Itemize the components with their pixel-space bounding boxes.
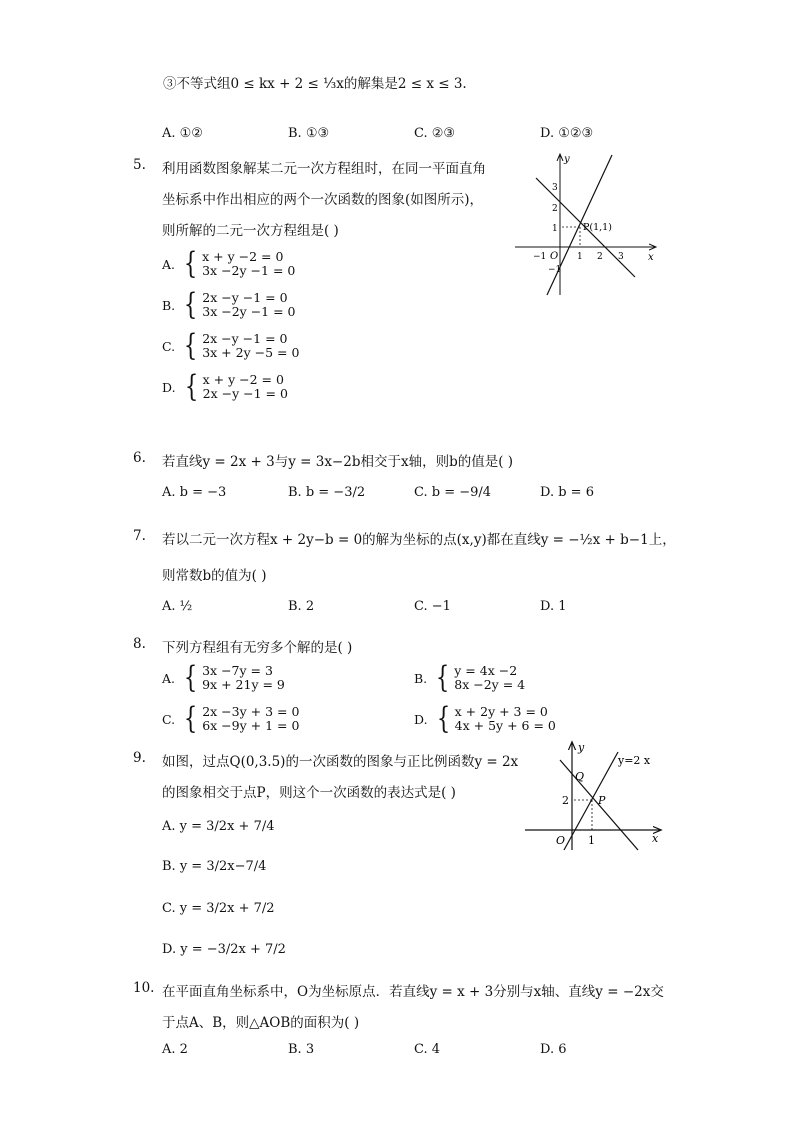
equation: y = 4x −2 — [454, 663, 518, 678]
y-tick: 2 — [562, 794, 569, 807]
y-tick: −1 — [548, 265, 562, 275]
q8-stem: 下列方程组有无穷多个解的是( ) — [162, 640, 353, 656]
brace: { — [183, 660, 198, 695]
q7-option-b[interactable]: B. 2 — [288, 599, 315, 614]
point-p-label: P(1,1) — [583, 222, 612, 233]
option-label: D. — [414, 711, 428, 727]
q8-option-c[interactable] — [162, 701, 300, 736]
x-tick: −1 — [533, 252, 547, 262]
equation: 8x −2y = 4 — [454, 677, 526, 692]
y-label: y — [564, 154, 570, 165]
brace: { — [184, 369, 198, 404]
q6-option-d[interactable]: D. b = 6 — [540, 485, 594, 500]
x-tick: 2 — [597, 252, 603, 262]
option-label: B. — [162, 297, 176, 313]
x-tick: 3 — [618, 252, 624, 262]
x-tick: 1 — [577, 252, 583, 262]
q7-stem: 若以二元一次方程x + 2y−b = 0的解为坐标的点(x,y)都在直线y = −½x + b−1上， — [162, 532, 676, 548]
option-label: A. — [162, 256, 176, 272]
line-label: y=2 x — [618, 754, 651, 767]
q4-option-b[interactable]: B. ①③ — [288, 126, 330, 141]
q5-number: 5. — [133, 157, 146, 173]
q6-option-b[interactable]: B. b = −3/2 — [288, 485, 366, 500]
q10-number: 10. — [133, 980, 155, 996]
q8-option-a[interactable] — [162, 660, 285, 695]
option-label: D. — [162, 379, 176, 395]
point-q-label: Q — [575, 770, 585, 783]
option-label: C. — [162, 711, 176, 727]
option-label: A. — [162, 670, 176, 686]
q4-option-d[interactable]: D. ①②③ — [540, 126, 594, 141]
option-label: C. — [162, 338, 176, 354]
q5-line-1: 利用函数图象解某二元一次方程组时，在同一平面直角 — [162, 161, 486, 177]
q8-option-d[interactable] — [414, 701, 556, 736]
brace: { — [183, 246, 198, 281]
q10-option-b[interactable]: B. 3 — [288, 1042, 315, 1057]
brace: { — [183, 328, 198, 363]
q10-stem: 在平面直角坐标系中，O为坐标原点．若直线y = x + 3分别与x轴、直线y = −2x交 — [162, 984, 664, 1000]
q9-line-1: 如图，过点Q(0,3.5)的一次函数的图象与正比例函数y = 2x — [162, 754, 519, 770]
equation: 3x −2y −1 = 0 — [202, 304, 296, 319]
x-tick: 1 — [588, 834, 595, 847]
q5-graph — [510, 150, 660, 300]
q5-line-3: 则所解的二元一次方程组是( ) — [162, 223, 339, 239]
q9-number: 9. — [133, 750, 146, 766]
q8-number: 8. — [133, 636, 146, 652]
brace: { — [184, 287, 198, 322]
q10-option-d[interactable]: D. 6 — [540, 1042, 567, 1057]
q5-option-b[interactable] — [162, 287, 296, 322]
point-p-label: P — [598, 794, 606, 807]
q8-option-b[interactable] — [414, 660, 526, 695]
q9-option-b[interactable]: B. y = 3/2x−7/4 — [162, 859, 267, 874]
q6-stem: 若直线y = 2x + 3与y = 3x−2b相交于x轴，则b的值是( ) — [162, 454, 514, 470]
y-tick: 1 — [552, 224, 558, 234]
q5-option-d[interactable] — [162, 369, 288, 404]
q6-option-a[interactable]: A. b = −3 — [162, 485, 227, 500]
q5-option-a[interactable] — [162, 246, 296, 281]
equation: 3x −2y −1 = 0 — [202, 263, 296, 278]
q7-option-a[interactable]: A. ½ — [162, 599, 193, 614]
q10-option-c[interactable]: C. 4 — [414, 1042, 441, 1057]
equation: 3x −7y = 3 — [202, 663, 273, 678]
equation: 4x + 5y + 6 = 0 — [454, 718, 556, 733]
equation: 2x −3y + 3 = 0 — [202, 704, 300, 719]
q6-number: 6. — [133, 450, 146, 466]
q7-option-c[interactable]: C. −1 — [414, 599, 451, 614]
brace: { — [436, 660, 450, 695]
origin-label: O — [556, 834, 566, 847]
q7-number: 7. — [133, 528, 146, 544]
origin-label: O — [550, 251, 559, 262]
q4-option-c[interactable]: C. ②③ — [414, 126, 456, 141]
q7-option-d[interactable]: D. 1 — [540, 599, 567, 614]
q7-stem-2: 则常数b的值为( ) — [162, 568, 267, 584]
equation: 6x −9y + 1 = 0 — [202, 718, 300, 733]
equation: 2x −y −1 = 0 — [202, 331, 288, 346]
q9-option-d[interactable]: D. y = −3/2x + 7/2 — [162, 942, 286, 957]
statement-3: ③不等式组0 ≤ kx + 2 ≤ ⅓x的解集是2 ≤ x ≤ 3. — [163, 76, 467, 92]
q9-graph — [520, 738, 665, 853]
brace: { — [436, 701, 450, 736]
x-label: x — [652, 832, 659, 845]
equation: x + 2y + 3 = 0 — [454, 704, 548, 719]
q9-line-2: 的图象相交于点P，则这个一次函数的表达式是( ) — [162, 785, 456, 801]
y-label: y — [578, 741, 585, 754]
option-label: B. — [414, 670, 428, 686]
equation: 9x + 21y = 9 — [202, 677, 285, 692]
equation: 3x + 2y −5 = 0 — [202, 345, 300, 360]
q4-option-a[interactable]: A. ①② — [162, 126, 203, 141]
q10-option-a[interactable]: A. 2 — [162, 1042, 188, 1057]
equation: x + y −2 = 0 — [202, 372, 284, 387]
q9-option-a[interactable]: A. y = 3/2x + 7/4 — [162, 819, 275, 834]
q5-option-c[interactable] — [162, 328, 300, 363]
brace: { — [183, 701, 198, 736]
q9-option-c[interactable]: C. y = 3/2x + 7/2 — [162, 901, 275, 916]
q5-line-2: 坐标系中作出相应的两个一次函数的图象(如图所示)， — [162, 192, 484, 208]
y-tick: 2 — [552, 204, 558, 214]
q6-option-c[interactable]: C. b = −9/4 — [414, 485, 492, 500]
x-label: x — [648, 252, 654, 263]
equation: x + y −2 = 0 — [202, 249, 284, 264]
y-tick: 3 — [552, 183, 558, 193]
equation: 2x −y −1 = 0 — [202, 290, 288, 305]
equation: 2x −y −1 = 0 — [202, 386, 288, 401]
q10-stem-2: 于点A、B，则△AOB的面积为( ) — [162, 1015, 360, 1031]
